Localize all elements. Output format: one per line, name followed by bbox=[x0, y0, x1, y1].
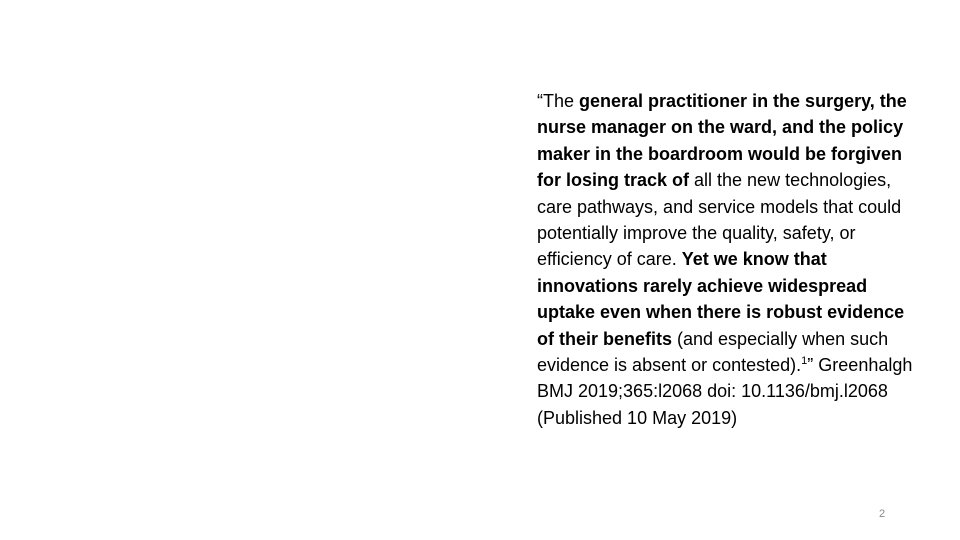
quote-text bbox=[537, 88, 917, 431]
quote-segment-bold: general practitioner in the surgery, the nurse manager on the ward, and the policy maker in the boardroom would be forgiven for losing track of bbox=[537, 91, 907, 191]
quote-segment-bold: Yet we know that innovations rarely achieve widespread uptake even when there is robust evidence of their benefits bbox=[537, 249, 905, 349]
slide-number: 2 bbox=[878, 508, 886, 520]
citation: Greenhalgh BMJ 2019;365:l2068 doi: 10.1136/bmj.l2068 (Published 10 May 2019) bbox=[537, 355, 913, 428]
quote-segment: ” bbox=[807, 355, 814, 376]
quote-segment: “The bbox=[537, 91, 580, 111]
quote-segment: all the new technologies, care pathways, and service models that could potentially improve the quality, safety, or efficiency of care. bbox=[537, 170, 902, 270]
footnote-reference: 1 bbox=[801, 355, 808, 368]
quote-segment: (and especially when such evidence is absent or contested). bbox=[537, 328, 889, 376]
